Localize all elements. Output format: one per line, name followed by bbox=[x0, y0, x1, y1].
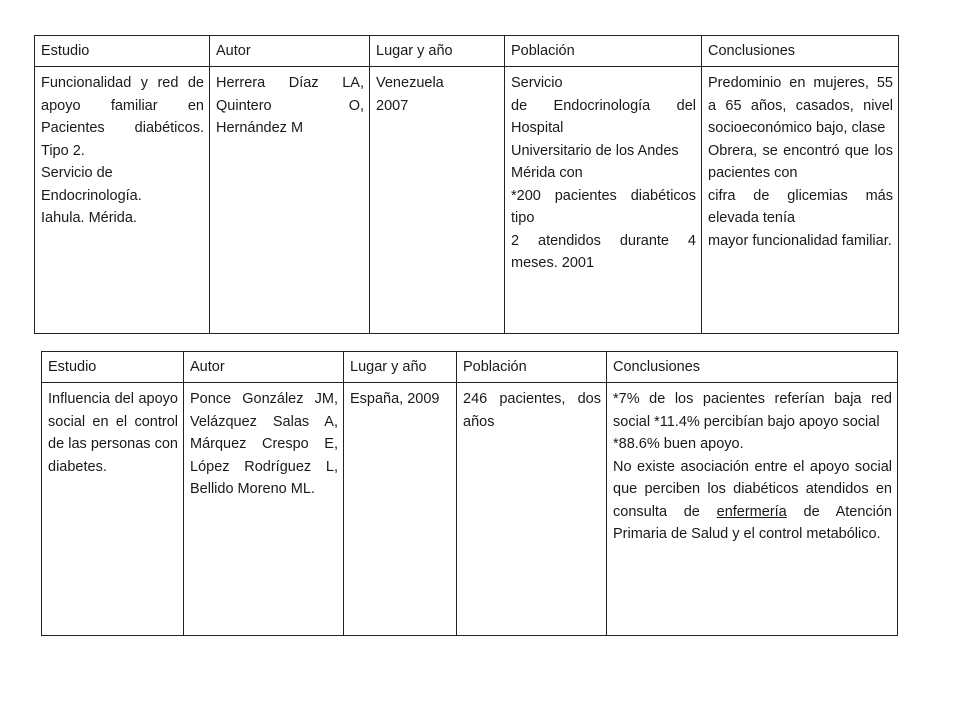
cell-lugar: España, 2009 bbox=[344, 383, 457, 636]
table-header-row bbox=[35, 36, 899, 67]
cell-conclusiones bbox=[702, 67, 899, 334]
lugar-line: 2007 bbox=[376, 97, 409, 114]
header-autor: Autor bbox=[184, 352, 344, 383]
estudio-line: Funcionalidad y red de apoyo familiar en Pacientes diabéticos. Tipo 2. bbox=[41, 75, 204, 159]
conclusiones-line: cifra de glicemias más elevada tenía bbox=[708, 187, 893, 226]
estudio-line: Iahula. Mérida. bbox=[41, 210, 137, 226]
estudio-line: Servicio de bbox=[41, 165, 113, 181]
table-study-2 bbox=[41, 351, 898, 636]
table-study-1 bbox=[34, 35, 899, 334]
poblacion-line: 2 atendidos durante 4 meses. 2001 bbox=[511, 232, 696, 271]
cell-lugar bbox=[370, 67, 505, 334]
conclusiones-text: No existe asociación entre el apoyo social que perciben los diabéticos atendidos en consulta de bbox=[613, 458, 892, 520]
underlined-word: enfermería bbox=[716, 503, 787, 520]
poblacion-line: Mérida con bbox=[511, 165, 583, 181]
header-lugar: Lugar y año bbox=[370, 36, 505, 67]
conclusiones-line: *88.6% buen apoyo. bbox=[613, 436, 744, 452]
conclusiones-line: Obrera, se encontró que los pacientes con bbox=[708, 142, 893, 181]
header-autor: Autor bbox=[210, 36, 370, 67]
poblacion-line: Servicio bbox=[511, 75, 563, 91]
lugar-line: Venezuela bbox=[376, 75, 444, 91]
header-estudio: Estudio bbox=[35, 36, 210, 67]
conclusiones-line: mayor funcionalidad familiar. bbox=[708, 232, 892, 249]
cell-estudio: Influencia del apoyo social en el control de las personas con diabetes. bbox=[42, 383, 184, 636]
cell-poblacion bbox=[505, 67, 702, 334]
conclusiones-line: Predominio en mujeres, 55 a 65 años, casados, nivel socioeconómico bajo, clase bbox=[708, 75, 893, 136]
cell-autor: Ponce González JM, Velázquez Salas A, Márquez Crespo E, López Rodríguez L, Bellido Moreno ML. bbox=[184, 383, 344, 636]
cell-poblacion: 246 pacientes, dos años bbox=[457, 383, 607, 636]
cell-autor bbox=[210, 67, 370, 334]
header-poblacion: Población bbox=[505, 36, 702, 67]
cell-conclusiones bbox=[607, 383, 898, 636]
header-estudio: Estudio bbox=[42, 352, 184, 383]
conclusiones-text: de Atención Primaria de Salud y el control metabólico. bbox=[613, 503, 892, 542]
table-row bbox=[42, 383, 898, 636]
autor-text: Herrera Díaz LA, Quintero O, Hernández M bbox=[216, 75, 364, 136]
estudio-line: Endocrinología. bbox=[41, 187, 142, 204]
header-conclusiones: Conclusiones bbox=[607, 352, 898, 383]
header-lugar: Lugar y año bbox=[344, 352, 457, 383]
cell-estudio bbox=[35, 67, 210, 334]
poblacion-line: Universitario de los Andes bbox=[511, 142, 679, 159]
conclusiones-line: *7% de los pacientes referían baja red social *11.4% percibían bajo apoyo social bbox=[613, 391, 892, 430]
poblacion-line: *200 pacientes diabéticos tipo bbox=[511, 187, 696, 226]
poblacion-line: de Endocrinología del Hospital bbox=[511, 97, 696, 136]
header-conclusiones: Conclusiones bbox=[702, 36, 899, 67]
conclusiones-paragraph bbox=[613, 456, 892, 546]
table-row bbox=[35, 67, 899, 334]
table-header-row bbox=[42, 352, 898, 383]
header-poblacion: Población bbox=[457, 352, 607, 383]
